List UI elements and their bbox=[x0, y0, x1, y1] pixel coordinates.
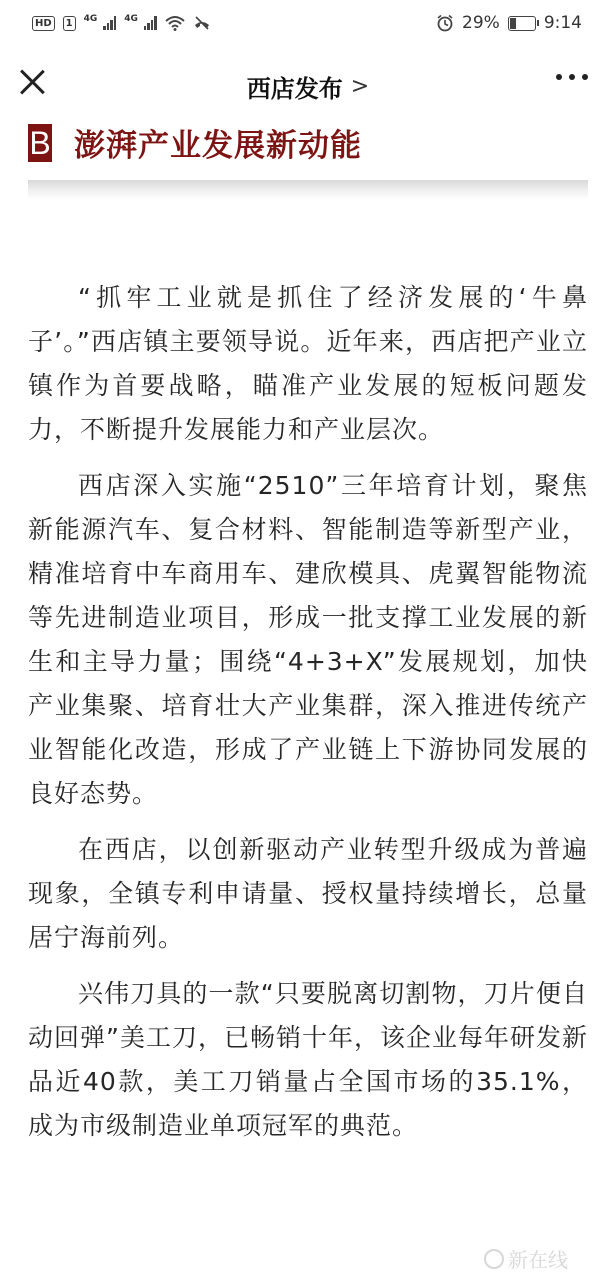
section-title: 澎湃产业发展新动能 bbox=[74, 128, 362, 164]
network-type-1: 4G bbox=[83, 14, 98, 24]
alarm-icon bbox=[436, 14, 454, 32]
article-paragraph: “抓牢工业就是抓住了经济发展的‘牛鼻子’。”西店镇主要领导说。近年来，西店把产业立镇作为首要战略，瞄准产业发展的短板问题发力，不断提升发展能力和产业层次。 bbox=[28, 283, 588, 444]
section-heading bbox=[28, 120, 362, 165]
clock: 9:14 bbox=[543, 13, 582, 33]
signal-icon-2 bbox=[144, 16, 157, 30]
signal-icon bbox=[103, 16, 116, 30]
battery-percent: 29% bbox=[462, 13, 500, 33]
network-type-2: 4G bbox=[124, 14, 138, 24]
watermark-logo-icon bbox=[484, 1249, 504, 1269]
battery-fill bbox=[510, 18, 516, 29]
section-divider bbox=[28, 180, 588, 200]
status-left bbox=[32, 15, 211, 31]
page-title: 西店发布 bbox=[246, 74, 343, 103]
battery-icon bbox=[508, 16, 536, 31]
article-paragraph: 在西店，以创新驱动产业转型升级成为普遍现象，全镇专利申请量、授权量持续增长，总量居宁海前列。 bbox=[28, 835, 588, 952]
status-right bbox=[436, 13, 582, 33]
article-paragraph: 兴伟刀具的一款“只要脱离切割物，刀片便自动回弹”美工刀，已畅销十年，该企业每年研发新品近40款，美工刀销量占全国市场的35.1%，成为市级制造业单项冠军的典范。 bbox=[28, 979, 588, 1140]
app-header bbox=[0, 46, 616, 126]
hd-badge: HD bbox=[32, 16, 55, 31]
article-body bbox=[28, 276, 588, 1160]
watermark bbox=[484, 1244, 568, 1273]
close-icon[interactable] bbox=[18, 68, 46, 96]
more-options-icon[interactable] bbox=[556, 74, 588, 80]
wifi-icon bbox=[165, 15, 185, 31]
call-muted-icon bbox=[193, 15, 211, 31]
article-paragraph: 西店深入实施“2510”三年培育计划，聚焦新能源汽车、复合材料、智能制造等新型产业，精准培育中车商用车、建欣模具、虎翼智能物流等先进制造业项目，形成一批支撑工业发展的新生和主导力量；围绕“4+3+X”发展规划，加快产业集聚、培育壮大产业集群，深入推进传统产业智能化改造，形成了产业链上下游协同发展的良好态势。 bbox=[28, 471, 588, 808]
chevron-right-icon: > bbox=[350, 73, 370, 99]
sim-badge: 1 bbox=[63, 16, 76, 31]
watermark-text: 新在线 bbox=[508, 1248, 568, 1272]
account-title-link[interactable] bbox=[247, 69, 369, 104]
status-bar bbox=[0, 0, 616, 46]
section-letter-badge: B bbox=[29, 124, 51, 161]
